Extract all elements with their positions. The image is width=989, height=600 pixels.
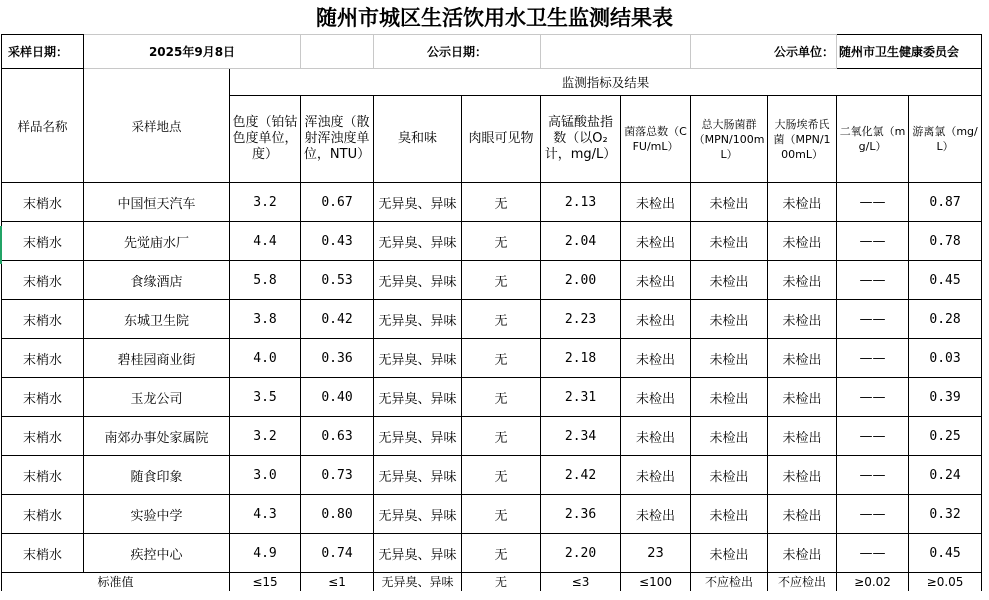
cell-odor[interactable]: 无异臭、异味: [374, 495, 462, 534]
standard-row: [2, 573, 982, 592]
cell-sample-name[interactable]: 末梢水: [2, 339, 84, 378]
cell-chlorine-dioxide[interactable]: ——: [837, 300, 909, 339]
cell-odor[interactable]: 无异臭、异味: [374, 183, 462, 222]
cell-permanganate[interactable]: 2.42: [541, 456, 621, 495]
standard-color[interactable]: ≤15: [230, 573, 301, 592]
table-row: [2, 339, 982, 378]
cell-sample-name[interactable]: 末梢水: [2, 534, 84, 573]
cell-visible[interactable]: 无: [462, 456, 541, 495]
cell-location[interactable]: 南郊办事处家属院: [84, 417, 230, 456]
meta-row: [2, 35, 982, 69]
cell-chlorine-dioxide[interactable]: ——: [837, 339, 909, 378]
cell-ecoli[interactable]: 未检出: [768, 456, 837, 495]
standard-odor[interactable]: 无异臭、异味: [374, 573, 462, 592]
header-odor[interactable]: 臭和味: [374, 96, 462, 183]
cell-free-chlorine[interactable]: 0.32: [909, 495, 982, 534]
standard-label[interactable]: 标准值: [2, 573, 230, 592]
cell-coliform[interactable]: 未检出: [691, 183, 768, 222]
cell-sample-name[interactable]: 末梢水: [2, 300, 84, 339]
cell-bacteria[interactable]: 23: [621, 534, 691, 573]
header-free-chlorine[interactable]: 游离氯（mg/L）: [909, 96, 982, 183]
cell-permanganate[interactable]: 2.34: [541, 417, 621, 456]
cell-odor[interactable]: 无异臭、异味: [374, 261, 462, 300]
cell-free-chlorine[interactable]: 0.87: [909, 183, 982, 222]
header-chlorine-dioxide[interactable]: 二氧化氯（mg/L）: [837, 96, 909, 183]
standard-bacteria[interactable]: ≤100: [621, 573, 691, 592]
publish-date-label[interactable]: 公示日期：: [374, 35, 541, 69]
cell-odor[interactable]: 无异臭、异味: [374, 300, 462, 339]
cell-ecoli[interactable]: 未检出: [768, 183, 837, 222]
sample-date-value[interactable]: 2025年9月8日: [84, 35, 301, 69]
table-row: [2, 495, 982, 534]
standard-turbidity[interactable]: ≤1: [301, 573, 374, 592]
cell-chlorine-dioxide[interactable]: ——: [837, 495, 909, 534]
empty-cell[interactable]: [301, 35, 374, 69]
cell-odor[interactable]: 无异臭、异味: [374, 417, 462, 456]
cell-odor[interactable]: 无异臭、异味: [374, 378, 462, 417]
cell-bacteria[interactable]: 未检出: [621, 339, 691, 378]
cell-sample-name[interactable]: 末梢水: [2, 417, 84, 456]
cell-visible[interactable]: 无: [462, 417, 541, 456]
cell-free-chlorine[interactable]: 0.24: [909, 456, 982, 495]
header-coliform[interactable]: 总大肠菌群（MPN/100mL）: [691, 96, 768, 183]
cell-permanganate[interactable]: 2.20: [541, 534, 621, 573]
cell-visible[interactable]: 无: [462, 495, 541, 534]
standard-ecoli[interactable]: 不应检出: [768, 573, 837, 592]
cell-permanganate[interactable]: 2.23: [541, 300, 621, 339]
cell-permanganate[interactable]: 2.31: [541, 378, 621, 417]
cell-location[interactable]: 实验中学: [84, 495, 230, 534]
header-bacteria[interactable]: 菌落总数（CFU/mL）: [621, 96, 691, 183]
cell-bacteria[interactable]: 未检出: [621, 300, 691, 339]
cell-visible[interactable]: 无: [462, 534, 541, 573]
header-color[interactable]: 色度（铂钴色度单位，度）: [230, 96, 301, 183]
header-permanganate[interactable]: 高锰酸盐指数（以O₂计，mg/L）: [541, 96, 621, 183]
cell-visible[interactable]: 无: [462, 378, 541, 417]
cell-sample-name[interactable]: 末梢水: [2, 222, 84, 261]
cell-coliform[interactable]: 未检出: [691, 339, 768, 378]
cell-permanganate[interactable]: 2.36: [541, 495, 621, 534]
cell-free-chlorine[interactable]: 0.28: [909, 300, 982, 339]
header-group-indicators[interactable]: 监测指标及结果: [230, 69, 982, 96]
cell-chlorine-dioxide[interactable]: ——: [837, 378, 909, 417]
cell-turbidity[interactable]: 0.42: [301, 300, 374, 339]
cell-chlorine-dioxide[interactable]: ——: [837, 183, 909, 222]
cell-color[interactable]: 3.2: [230, 183, 301, 222]
cell-bacteria[interactable]: 未检出: [621, 261, 691, 300]
cell-chlorine-dioxide[interactable]: ——: [837, 534, 909, 573]
cell-free-chlorine[interactable]: 0.39: [909, 378, 982, 417]
cell-coliform[interactable]: 未检出: [691, 495, 768, 534]
cell-chlorine-dioxide[interactable]: ——: [837, 261, 909, 300]
cell-color[interactable]: 4.9: [230, 534, 301, 573]
selected-row-indicator: [0, 226, 2, 264]
cell-color[interactable]: 4.3: [230, 495, 301, 534]
cell-coliform[interactable]: 未检出: [691, 534, 768, 573]
table-row: [2, 378, 982, 417]
cell-visible[interactable]: 无: [462, 339, 541, 378]
cell-turbidity[interactable]: 0.74: [301, 534, 374, 573]
cell-location[interactable]: 碧桂园商业街: [84, 339, 230, 378]
header-location[interactable]: 采样地点: [84, 69, 230, 183]
cell-ecoli[interactable]: 未检出: [768, 534, 837, 573]
cell-ecoli[interactable]: 未检出: [768, 339, 837, 378]
standard-coliform[interactable]: 不应检出: [691, 573, 768, 592]
cell-odor[interactable]: 无异臭、异味: [374, 339, 462, 378]
table-row: [2, 417, 982, 456]
cell-free-chlorine[interactable]: 0.03: [909, 339, 982, 378]
cell-color[interactable]: 3.0: [230, 456, 301, 495]
cell-color[interactable]: 5.8: [230, 261, 301, 300]
header-ecoli[interactable]: 大肠埃希氏菌（MPN/100mL）: [768, 96, 837, 183]
cell-coliform[interactable]: 未检出: [691, 222, 768, 261]
group-header-row: [2, 69, 982, 96]
cell-ecoli[interactable]: 未检出: [768, 378, 837, 417]
cell-ecoli[interactable]: 未检出: [768, 417, 837, 456]
cell-permanganate[interactable]: 2.13: [541, 183, 621, 222]
cell-visible[interactable]: 无: [462, 222, 541, 261]
cell-bacteria[interactable]: 未检出: [621, 378, 691, 417]
cell-bacteria[interactable]: 未检出: [621, 417, 691, 456]
publisher-label[interactable]: 公示单位：: [691, 35, 837, 69]
cell-turbidity[interactable]: 0.43: [301, 222, 374, 261]
page-title: 随州市城区生活饮用水卫生监测结果表: [316, 5, 673, 30]
cell-permanganate[interactable]: 2.04: [541, 222, 621, 261]
standard-permanganate[interactable]: ≤3: [541, 573, 621, 592]
cell-sample-name[interactable]: 末梢水: [2, 495, 84, 534]
cell-ecoli[interactable]: 未检出: [768, 261, 837, 300]
cell-visible[interactable]: 无: [462, 261, 541, 300]
table-row: [2, 534, 982, 573]
results-table: [1, 34, 982, 591]
table-row: [2, 300, 982, 339]
cell-chlorine-dioxide[interactable]: ——: [837, 456, 909, 495]
sample-date-label[interactable]: 采样日期：: [2, 35, 84, 69]
cell-turbidity[interactable]: 0.67: [301, 183, 374, 222]
cell-turbidity[interactable]: 0.80: [301, 495, 374, 534]
cell-sample-name[interactable]: 末梢水: [2, 378, 84, 417]
cell-odor[interactable]: 无异臭、异味: [374, 456, 462, 495]
cell-visible[interactable]: 无: [462, 183, 541, 222]
cell-location[interactable]: 玉龙公司: [84, 378, 230, 417]
cell-ecoli[interactable]: 未检出: [768, 300, 837, 339]
cell-free-chlorine[interactable]: 0.78: [909, 222, 982, 261]
cell-free-chlorine[interactable]: 0.25: [909, 417, 982, 456]
cell-coliform[interactable]: 未检出: [691, 456, 768, 495]
cell-location[interactable]: 疾控中心: [84, 534, 230, 573]
cell-color[interactable]: 4.4: [230, 222, 301, 261]
header-turbidity[interactable]: 浑浊度（散射浑浊度单位，NTU）: [301, 96, 374, 183]
cell-coliform[interactable]: 未检出: [691, 261, 768, 300]
cell-free-chlorine[interactable]: 0.45: [909, 534, 982, 573]
cell-odor[interactable]: 无异臭、异味: [374, 222, 462, 261]
cell-color[interactable]: 3.2: [230, 417, 301, 456]
cell-free-chlorine[interactable]: 0.45: [909, 261, 982, 300]
cell-turbidity[interactable]: 0.53: [301, 261, 374, 300]
cell-location[interactable]: 食缘酒店: [84, 261, 230, 300]
cell-coliform[interactable]: 未检出: [691, 378, 768, 417]
data-rows: [2, 183, 982, 573]
cell-bacteria[interactable]: 未检出: [621, 183, 691, 222]
cell-turbidity[interactable]: 0.63: [301, 417, 374, 456]
cell-permanganate[interactable]: 2.00: [541, 261, 621, 300]
cell-bacteria[interactable]: 未检出: [621, 456, 691, 495]
cell-permanganate[interactable]: 2.18: [541, 339, 621, 378]
publisher-value[interactable]: 随州市卫生健康委员会: [837, 35, 982, 69]
table-row: [2, 183, 982, 222]
cell-ecoli[interactable]: 未检出: [768, 495, 837, 534]
cell-sample-name[interactable]: 末梢水: [2, 456, 84, 495]
cell-location[interactable]: 随食印象: [84, 456, 230, 495]
cell-sample-name[interactable]: 末梢水: [2, 183, 84, 222]
cell-location[interactable]: 东城卫生院: [84, 300, 230, 339]
header-visible[interactable]: 肉眼可见物: [462, 96, 541, 183]
cell-coliform[interactable]: 未检出: [691, 300, 768, 339]
standard-free-chlorine[interactable]: ≥0.05: [909, 573, 982, 592]
cell-coliform[interactable]: 未检出: [691, 417, 768, 456]
cell-bacteria[interactable]: 未检出: [621, 222, 691, 261]
cell-color[interactable]: 3.5: [230, 378, 301, 417]
cell-color[interactable]: 4.0: [230, 339, 301, 378]
cell-chlorine-dioxide[interactable]: ——: [837, 417, 909, 456]
table-row: [2, 261, 982, 300]
cell-visible[interactable]: 无: [462, 300, 541, 339]
cell-odor[interactable]: 无异臭、异味: [374, 534, 462, 573]
cell-turbidity[interactable]: 0.73: [301, 456, 374, 495]
table-row: [2, 222, 982, 261]
cell-ecoli[interactable]: 未检出: [768, 222, 837, 261]
cell-sample-name[interactable]: 末梢水: [2, 261, 84, 300]
cell-location[interactable]: 中国恒天汽车: [84, 183, 230, 222]
cell-bacteria[interactable]: 未检出: [621, 495, 691, 534]
cell-chlorine-dioxide[interactable]: ——: [837, 222, 909, 261]
standard-visible[interactable]: 无: [462, 573, 541, 592]
standard-chlorine-dioxide[interactable]: ≥0.02: [837, 573, 909, 592]
table-row: [2, 456, 982, 495]
cell-turbidity[interactable]: 0.40: [301, 378, 374, 417]
publish-date-value[interactable]: [541, 35, 691, 69]
header-sample-name[interactable]: 样品名称: [2, 69, 84, 183]
cell-turbidity[interactable]: 0.36: [301, 339, 374, 378]
cell-location[interactable]: 先觉庙水厂: [84, 222, 230, 261]
cell-color[interactable]: 3.8: [230, 300, 301, 339]
